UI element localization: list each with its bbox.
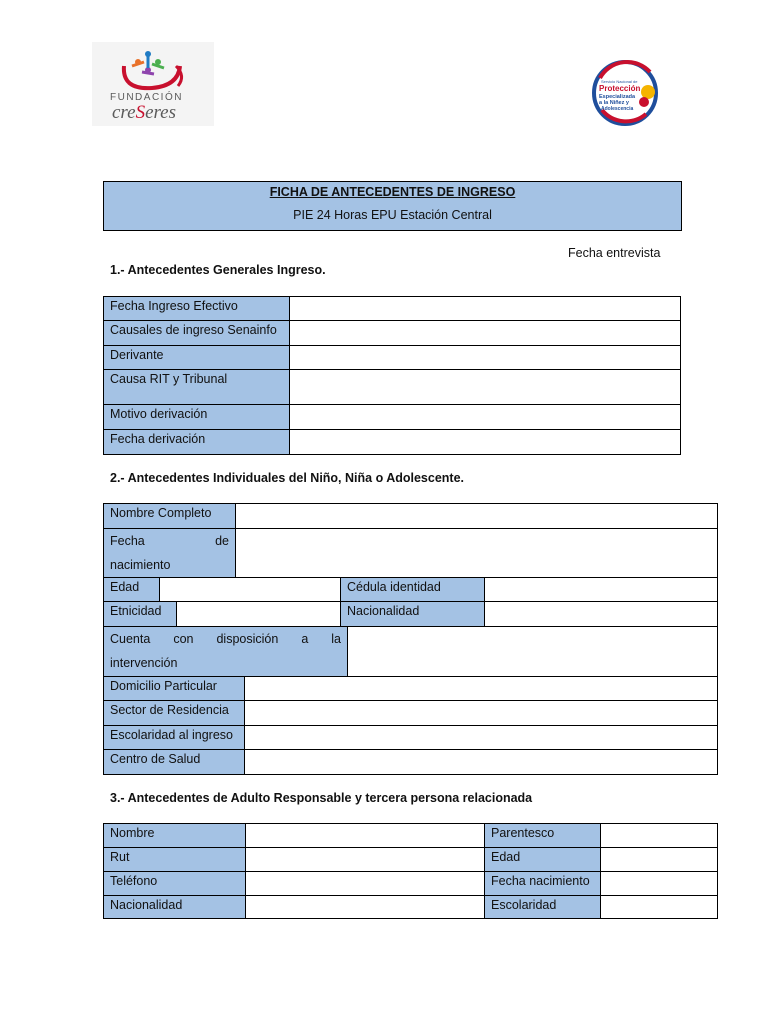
s2-word-disposicion: disposición (216, 632, 279, 646)
s2-field-fecha-nacimiento[interactable] (235, 528, 718, 578)
fecha-entrevista-label: Fecha entrevista (568, 246, 661, 260)
s3-field-parentesco[interactable] (600, 823, 718, 848)
s3-field-fecha-nacimiento[interactable] (600, 871, 718, 896)
s2-field-nombre[interactable] (235, 503, 718, 529)
s3-label-rut: Rut (103, 847, 246, 872)
logo-text-eres: eres (145, 102, 177, 123)
s2-label-sector: Sector de Residencia (103, 700, 245, 726)
s3-label-fecha-nacimiento: Fecha nacimiento (484, 871, 601, 896)
s2-label-fecha-nacimiento (103, 528, 236, 578)
s3-field-escolaridad[interactable] (600, 895, 718, 919)
form-header (103, 181, 682, 231)
s2-word-cuenta: Cuenta (110, 632, 151, 646)
s2-word-de: de (215, 534, 229, 548)
s2-field-escolaridad[interactable] (244, 725, 718, 750)
logo-text-cre: cre (112, 102, 136, 123)
logo-right-line3: Especializada (599, 94, 636, 100)
s2-label-domicilio: Domicilio Particular (103, 676, 245, 701)
s1-label-derivante: Derivante (103, 345, 290, 370)
logo-right-line2: Protección (599, 84, 641, 93)
servicio-proteccion-logo (588, 58, 664, 128)
s1-field-fecha-derivacion[interactable] (289, 429, 681, 455)
s3-label-nombre: Nombre (103, 823, 246, 848)
s1-field-causales[interactable] (289, 320, 681, 346)
s3-field-telefono[interactable] (245, 871, 485, 896)
s3-field-nombre[interactable] (245, 823, 485, 848)
logo-right-line1: Servicio Nacional de (601, 79, 638, 84)
svg-text:creSeres (112, 102, 176, 123)
s1-field-derivante[interactable] (289, 345, 681, 370)
s2-field-sector[interactable] (244, 700, 718, 726)
s2-label-etnicidad: Etnicidad (103, 601, 177, 627)
s2-label-cuenta-disposicion (103, 626, 348, 677)
s1-field-causa-rit[interactable] (289, 369, 681, 405)
s2-word-nacimiento: nacimiento (110, 558, 171, 572)
s1-label-causa-rit: Causa RIT y Tribunal (103, 369, 290, 405)
s1-label-causales: Causales de ingreso Senainfo (103, 320, 290, 346)
logo-text-s: S (135, 102, 146, 123)
s3-label-telefono: Teléfono (103, 871, 246, 896)
s2-label-edad: Edad (103, 577, 160, 602)
s3-label-escolaridad: Escolaridad (484, 895, 601, 919)
fundacion-creseres-logo (92, 42, 214, 126)
s1-field-fecha-ingreso[interactable] (289, 296, 681, 321)
s2-field-domicilio[interactable] (244, 676, 718, 701)
s2-word-intervencion: intervención (110, 656, 178, 670)
s2-field-centro-salud[interactable] (244, 749, 718, 775)
s3-field-nacionalidad[interactable] (245, 895, 485, 919)
s3-label-nacionalidad: Nacionalidad (103, 895, 246, 919)
s3-field-rut[interactable] (245, 847, 485, 872)
s2-word-fecha: Fecha (110, 534, 145, 548)
s2-field-nacionalidad[interactable] (484, 601, 718, 627)
s3-label-parentesco: Parentesco (484, 823, 601, 848)
form-subtitle: PIE 24 Horas EPU Estación Central (293, 208, 492, 222)
section1-title: 1.- Antecedentes Generales Ingreso. (110, 263, 326, 277)
s2-field-cuenta-disposicion[interactable] (347, 626, 718, 677)
section2-title: 2.- Antecedentes Individuales del Niño, Niña o Adolescente. (110, 471, 465, 485)
logo-right-line4: a la Niñez y (599, 100, 629, 106)
s3-label-edad: Edad (484, 847, 601, 872)
s2-label-nombre: Nombre Completo (103, 503, 236, 529)
s3-field-edad[interactable] (600, 847, 718, 872)
s2-word-con: con (173, 632, 194, 646)
logo-right-line5: Adolescencia (601, 106, 634, 112)
s2-field-etnicidad[interactable] (176, 601, 341, 627)
s1-label-motivo: Motivo derivación (103, 404, 290, 430)
s2-word-a: a (301, 632, 309, 646)
s1-label-fecha-ingreso: Fecha Ingreso Efectivo (103, 296, 290, 321)
s1-field-motivo[interactable] (289, 404, 681, 430)
s2-label-cedula: Cédula identidad (340, 577, 485, 602)
s2-word-la: la (331, 632, 341, 646)
s2-field-cedula[interactable] (484, 577, 718, 602)
logo-text-fundacion: FUNDACIÓN (110, 92, 183, 103)
section3-title: 3.- Antecedentes de Adulto Responsable y tercera persona relacionada (110, 791, 533, 805)
s2-label-nacionalidad: Nacionalidad (340, 601, 485, 627)
s2-label-centro-salud: Centro de Salud (103, 749, 245, 775)
s1-label-fecha-derivacion: Fecha derivación (103, 429, 290, 455)
s2-label-escolaridad: Escolaridad al ingreso (103, 725, 245, 750)
form-title: FICHA DE ANTECEDENTES DE INGRESO (269, 185, 516, 199)
s2-field-edad[interactable] (159, 577, 341, 602)
